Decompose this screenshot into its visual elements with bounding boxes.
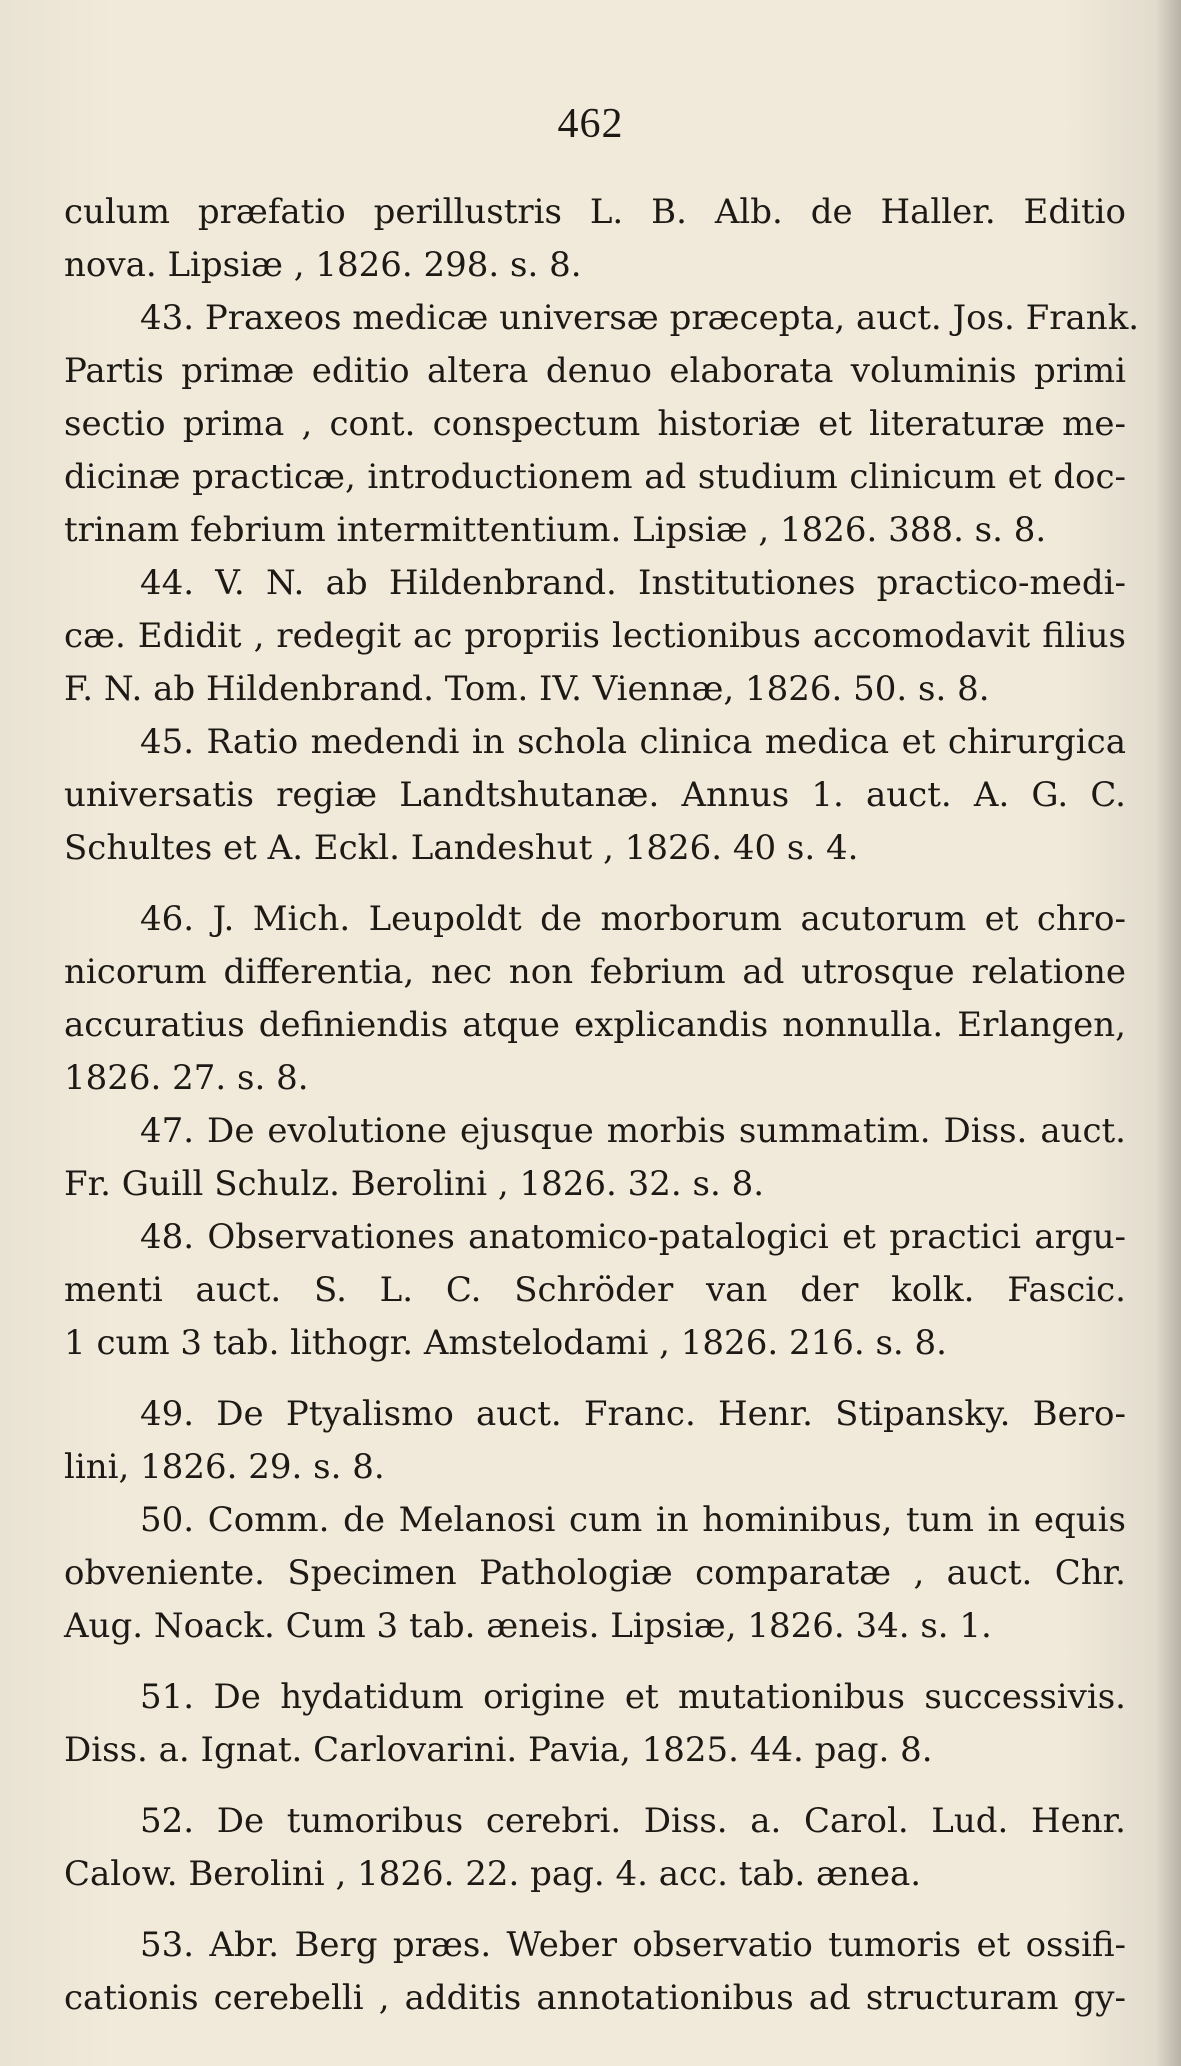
entry-52 (64, 1795, 1126, 1901)
text-line: F. N. ab Hildenbrand. Tom. IV. Viennæ, 1826. 50. s. 8. (64, 669, 990, 709)
entry-50 (64, 1494, 1126, 1653)
text-line: 49. De Ptyalismo auct. Franc. Henr. Stipansky. Bero- (140, 1394, 1126, 1434)
text-line: 1826. 27. s. 8. (64, 1058, 309, 1098)
page-number: 462 (557, 101, 624, 147)
text-line: accuratius definiendis atque explicandis nonnulla. Erlangen, (64, 1005, 1126, 1045)
text-line: 48. Observationes anatomico-patalogici et practici argu- (140, 1217, 1126, 1257)
entry-43 (64, 292, 1140, 557)
text-line: Aug. Noack. Cum 3 tab. æneis. Lipsiæ, 1826. 34. s. 1. (64, 1606, 992, 1646)
text-line: nicorum differentia, nec non febrium ad utrosque relatione (64, 952, 1126, 992)
text-line: 45. Ratio medendi in schola clinica medica et chirurgica (140, 722, 1126, 762)
text-line: 51. De hydatidum origine et mutationibus successivis. (140, 1677, 1126, 1717)
entry-46 (64, 893, 1126, 1105)
bibliography-text (64, 186, 1140, 2025)
text-line: 43. Praxeos medicæ universæ præcepta, auct. Jos. Frank. (140, 298, 1140, 338)
text-line: 50. Comm. de Melanosi cum in hominibus, tum in equis (140, 1500, 1126, 1540)
text-line: Partis primæ editio altera denuo elaborata voluminis primi (64, 351, 1126, 391)
entry-44 (64, 557, 1126, 716)
text-line: cationis cerebelli , additis annotationibus ad structuram gy- (64, 1978, 1126, 2018)
text-line: Calow. Berolini , 1826. 22. pag. 4. acc. tab. ænea. (64, 1854, 922, 1894)
entry-42-continuation (64, 186, 1126, 292)
entry-47 (64, 1105, 1126, 1211)
entry-53 (64, 1919, 1126, 2025)
text-line: 1 cum 3 tab. lithogr. Amstelodami , 1826. 216. s. 8. (64, 1323, 947, 1363)
text-line: 53. Abr. Berg præs. Weber observatio tumoris et ossifi- (140, 1925, 1126, 1965)
text-line: obveniente. Specimen Pathologiæ comparatæ , auct. Chr. (64, 1553, 1126, 1593)
entry-49 (64, 1388, 1126, 1494)
text-line: nova. Lipsiæ , 1826. 298. s. 8. (64, 245, 582, 285)
text-line: 52. De tumoribus cerebri. Diss. a. Carol. Lud. Henr. (140, 1801, 1126, 1841)
text-line: lini, 1826. 29. s. 8. (64, 1447, 385, 1487)
text-line: 46. J. Mich. Leupoldt de morborum acutorum et chro- (140, 899, 1126, 939)
text-line: sectio prima , cont. conspectum historiæ et literaturæ me- (64, 404, 1126, 444)
text-line: dicinæ practicæ, introductionem ad studium clinicum et doc- (64, 457, 1126, 497)
text-line: Schultes et A. Eckl. Landeshut , 1826. 40 s. 4. (64, 828, 859, 868)
text-line: menti auct. S. L. C. Schröder van der kolk. Fascic. (64, 1270, 1126, 1310)
entry-45 (64, 716, 1126, 875)
entry-51 (64, 1671, 1126, 1777)
text-line: cæ. Edidit , redegit ac propriis lectionibus accomodavit filius (64, 616, 1126, 656)
entry-48 (64, 1211, 1126, 1370)
text-line: Fr. Guill Schulz. Berolini , 1826. 32. s. 8. (64, 1164, 765, 1204)
text-line: Diss. a. Ignat. Carlovarini. Pavia, 1825. 44. pag. 8. (64, 1730, 933, 1770)
text-line: 44. V. N. ab Hildenbrand. Institutiones practico-medi- (140, 563, 1126, 603)
text-line: culum præfatio perillustris L. B. Alb. de Haller. Editio (64, 192, 1126, 232)
text-line: 47. De evolutione ejusque morbis summatim. Diss. auct. (140, 1111, 1126, 1151)
binding-shadow (1155, 0, 1181, 2066)
text-line: trinam febrium intermittentium. Lipsiæ , 1826. 388. s. 8. (64, 510, 1047, 550)
text-line: universatis regiæ Landtshutanæ. Annus 1. auct. A. G. C. (64, 775, 1126, 815)
